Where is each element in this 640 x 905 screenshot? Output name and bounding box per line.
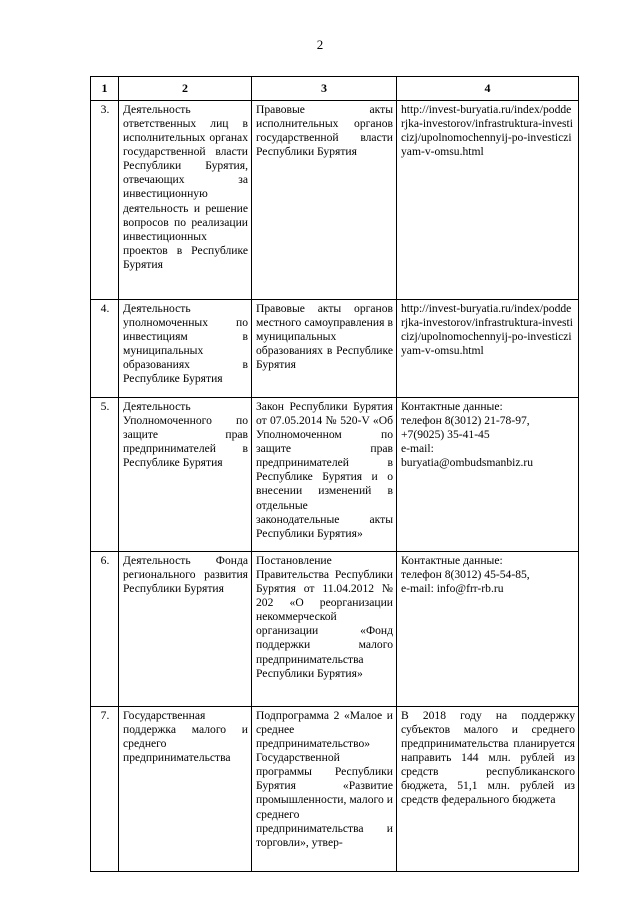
header-col-4: 4: [397, 77, 579, 101]
row-number: 3.: [91, 100, 119, 299]
header-col-1: 1: [91, 77, 119, 101]
contact-label: Контактные данные:: [401, 553, 503, 567]
contact-phone: телефон 8(3012) 21-78-97,: [401, 413, 530, 427]
basis-cell: Правовые акты исполнительных органов государственной власти Республики Бурятия: [252, 100, 397, 299]
table-row: [91, 551, 579, 706]
contact-link[interactable]: http://invest-buryatia.ru/index/podderjka-investorov/infrastruktura-investicizj/upolnomochennyij-po-investicziyam-v-omsu.html: [397, 299, 579, 397]
contact-email[interactable]: e-mail: info@frr-rb.ru: [401, 581, 504, 595]
row-number: 6.: [91, 551, 119, 706]
table-header-row: [91, 77, 579, 101]
row-number: 5.: [91, 397, 119, 551]
contact-email-label: e-mail:: [401, 442, 434, 456]
table-row: [91, 397, 579, 551]
table-row: [91, 100, 579, 299]
contact-email[interactable]: buryatia@ombudsmanbiz.ru: [401, 456, 534, 470]
page-number: 2: [316, 37, 324, 52]
contact-link[interactable]: http://invest-buryatia.ru/index/podderjka-investorov/infrastruktura-investicizj/upolnomochennyij-po-investicziyam-v-omsu.html: [397, 100, 579, 299]
contact-cell: [397, 397, 579, 551]
contact-cell: [397, 551, 579, 706]
basis-cell: Правовые акты органов местного самоуправления в муниципальных образованиях в Республике Бурятия: [252, 299, 397, 397]
row-number: 7.: [91, 706, 119, 871]
info-table: [90, 76, 579, 872]
funding-cell: В 2018 году на поддержку субъектов малого и среднего предпринимательства планируется направить 144 млн. рублей из средств республиканского бюджета, 51,1 млн. рублей из средств федерального бюджета: [397, 706, 579, 871]
activity-cell: Деятельность Уполномоченного по защите прав предпринимателей в Республике Бурятия: [119, 397, 252, 551]
header-col-3: 3: [252, 77, 397, 101]
basis-cell: Закон Республики Бурятия от 07.05.2014 № 520-V «Об Уполномоченном по защите прав предпринимателей в Республике Бурятия и о внесении изменений в отдельные законодательные акты Республики Бурятия»: [252, 397, 397, 551]
activity-cell: Государственная поддержка малого и среднего предпринимательства: [119, 706, 252, 871]
contact-phone: телефон 8(3012) 45-54-85,: [401, 567, 530, 581]
basis-cell: Подпрограмма 2 «Малое и среднее предпринимательство» Государственной программы Республики Бурятия «Развитие промышленности, малого и среднего предпринимательства и торговли», утвер-: [252, 706, 397, 871]
row-number: 4.: [91, 299, 119, 397]
activity-cell: Деятельность ответственных лиц в исполнительных органах государственной власти Республики Бурятия, отвечающих за инвестиционную деятельность и решение вопросов по реализации инвестиционных проектов в Республике Бурятия: [119, 100, 252, 299]
contact-phone-mobile: +7(9025) 35-41-45: [401, 427, 490, 441]
activity-cell: Деятельность уполномоченных по инвестициям в муниципальных образованиях в Республике Бурятия: [119, 299, 252, 397]
header-col-2: 2: [119, 77, 252, 101]
table-row: [91, 706, 579, 871]
table-row: [91, 299, 579, 397]
activity-cell: Деятельность Фонда регионального развития Республики Бурятия: [119, 551, 252, 706]
contact-label: Контактные данные:: [401, 399, 503, 413]
basis-cell: Постановление Правительства Республики Бурятия от 11.04.2012 № 202 «О реорганизации некоммерческой организации «Фонд поддержки малого предпринимательства Республики Бурятия»: [252, 551, 397, 706]
